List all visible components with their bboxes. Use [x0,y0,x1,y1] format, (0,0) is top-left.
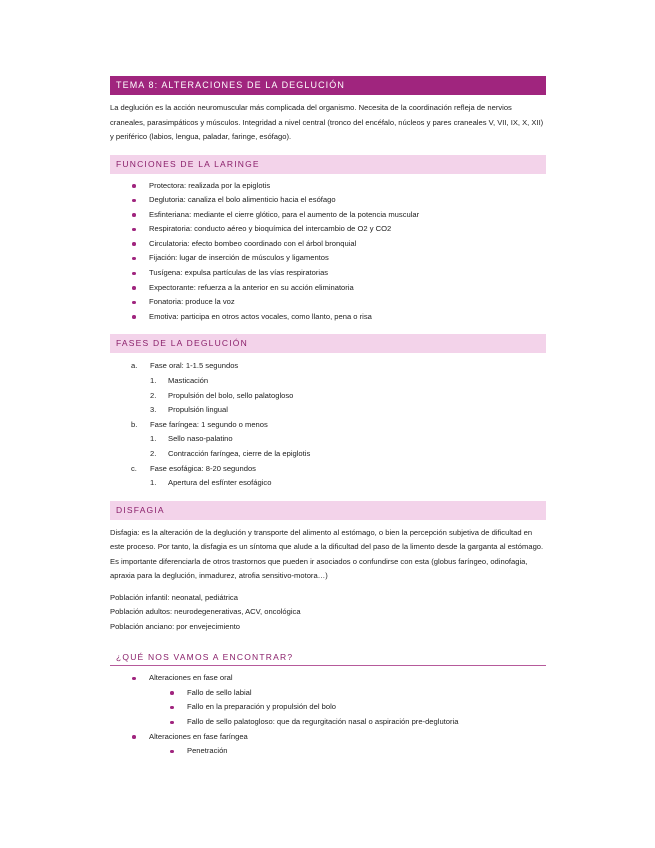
list-item: Emotiva: participa en otros actos vocales, como llanto, pena o risa [110,310,546,325]
list-item [110,359,546,417]
list-item: Circulatoria: efecto bombeo coordinado con el árbol bronquial [110,237,546,252]
section-heading-fases: FASES DE LA DEGLUCIÓN [110,334,546,353]
list-item [110,462,546,491]
list-item: Protectora: realizada por la epiglotis [110,179,546,194]
funciones-list [110,179,546,325]
list-marker: b. [131,419,138,429]
sub-list [110,744,546,759]
list-marker: 2. [150,390,157,400]
page-title: TEMA 8: ALTERACIONES DE LA DEGLUCIÓN [110,76,546,95]
list-item [110,418,546,462]
list-item: Tusígena: expulsa partículas de las vías respiratorias [110,266,546,281]
section-heading-funciones: FUNCIONES DE LA LARINGE [110,155,546,174]
encontrar-list [110,671,546,759]
list-marker: 1. [150,434,157,444]
list-item: Respiratoria: conducto aéreo y bioquímica del intercambio de O2 y CO2 [110,222,546,237]
list-item-label: Propulsión del bolo, sello palatogloso [168,390,294,400]
sub-list [150,432,546,461]
sub-list [110,686,546,730]
fases-list [110,359,546,490]
list-item-label: Contracción faríngea, cierre de la epiglotis [168,449,311,458]
document-page [110,76,546,759]
list-marker: 3. [150,405,157,415]
list-item [110,374,546,389]
list-item-label: Masticación [168,376,209,386]
list-item [110,432,546,447]
section-heading-encontrar: ¿QUÉ NOS VAMOS A ENCONTRAR? [110,650,546,666]
list-item-label: Fase faríngea: 1 segundo o menos [150,419,268,429]
list-marker: a. [131,361,138,371]
intro-paragraph: La deglución es la acción neuromuscular más complicada del organismo. Necesita de la coordinación refleja de nervios craneales, parasimpáticos y músculos. Integridad a nivel central (tronco del encéfalo, núcleos y pares craneales V, VII, IX, X, XII) y periférico (labios, lengua, paladar, faringe, esófago). [110,103,544,141]
list-marker: 1. [150,376,157,386]
list-item-label: Alteraciones en fase faríngea [149,731,248,741]
list-item: Fonatoria: produce la voz [110,295,546,310]
list-item: Deglutoria: canaliza el bolo alimenticio hacia el esófago [110,193,546,208]
list-item-label: Propulsión lingual [168,405,228,415]
list-item [110,447,546,462]
list-item [110,730,546,759]
poblacion-line: Población infantil: neonatal, pediátrica [110,592,238,602]
list-item: Fijación: lugar de inserción de músculos y ligamentos [110,251,546,266]
list-marker: 2. [150,449,157,458]
list-item [110,389,546,404]
list-item: Penetración [110,744,546,759]
list-item-label: Alteraciones en fase oral [149,673,233,683]
sub-list [150,476,546,491]
list-item: Esfinteriana: mediante el cierre glótico, para el aumento de la potencia muscular [110,208,546,223]
list-item-label: Apertura del esfínter esofágico [168,478,272,488]
list-marker: c. [131,463,137,473]
list-item-label: Fase oral: 1-1.5 segundos [150,361,239,371]
list-item [110,671,546,729]
list-marker: 1. [150,478,157,488]
list-item: Fallo en la preparación y propulsión del bolo [110,700,546,715]
list-item: Fallo de sello labial [110,686,546,701]
poblacion-line: Población adultos: neurodegenerativas, ACV, oncológica [110,607,301,617]
list-item [110,476,546,491]
sub-list [150,374,546,418]
list-item: Fallo de sello palatogloso: que da regurgitación nasal o aspiración pre-deglutoria [110,715,546,730]
poblacion-line: Población anciano: por envejecimiento [110,621,241,631]
section-heading-disfagia: DISFAGIA [110,501,546,520]
list-item [110,403,546,418]
list-item-label: Fase esofágica: 8-20 segundos [150,463,256,473]
list-item: Expectorante: refuerza a la anterior en su acción eliminatoria [110,281,546,296]
disfagia-paragraph: Disfagia: es la alteración de la deglución y transporte del alimento al estómago, o bien la percepción subjetiva de dificultad en este proceso. Por tanto, la disfagia es un síntoma que alude a la dificultad del paso de la limento desde la garganta al estómago. Es importante diferenciarla de otros trastornos que pueden ir asociados o confundirse con esta (globus faríngeo, odinofagia, apraxia para la deglución, inmadurez, atrofia sensitivo-motora…) [110,527,544,581]
list-item-label: Sello naso-palatino [168,434,233,444]
